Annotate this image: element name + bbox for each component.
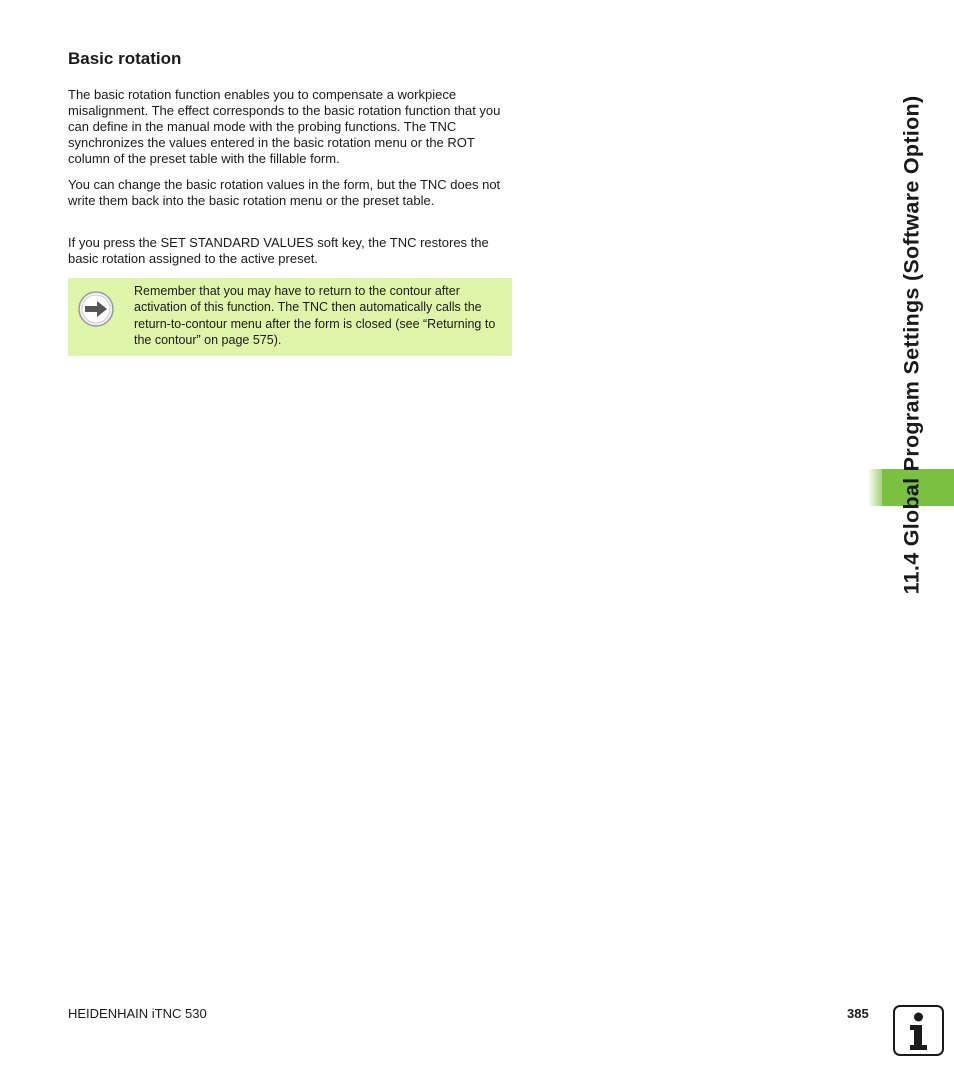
chapter-title: 11.4 Global Program Settings (Software Option) [899,95,924,595]
paragraph-form-values: You can change the basic rotation values in the form, but the TNC does not write them back into the basic rotation menu or the preset table. [68,177,501,208]
arrow-right-icon [78,291,114,327]
info-icon [893,1005,944,1056]
paragraph-intro: The basic rotation function enables you to compensate a workpiece misalignment. The effect corresponds to the basic rotation function that you can define in the manual mode with the probing functions. The TNC synchronizes the values entered in the basic rotation menu or the ROT column of the preset table with the fillable form. [68,87,501,166]
page-number: 385 [847,1006,869,1021]
paragraph-standard-values: If you press the SET STANDARD VALUES soft key, the TNC restores the basic rotation assigned to the active preset. [68,235,489,266]
note-text: Remember that you may have to return to the contour after activation of this function. The TNC then automatically calls the return-to-contour menu after the form is closed (see “Returning to the contour” on page 575). [134,284,496,347]
note-box [68,278,512,356]
footer-product: HEIDENHAIN iTNC 530 [68,1006,207,1021]
section-heading: Basic rotation [68,49,182,68]
